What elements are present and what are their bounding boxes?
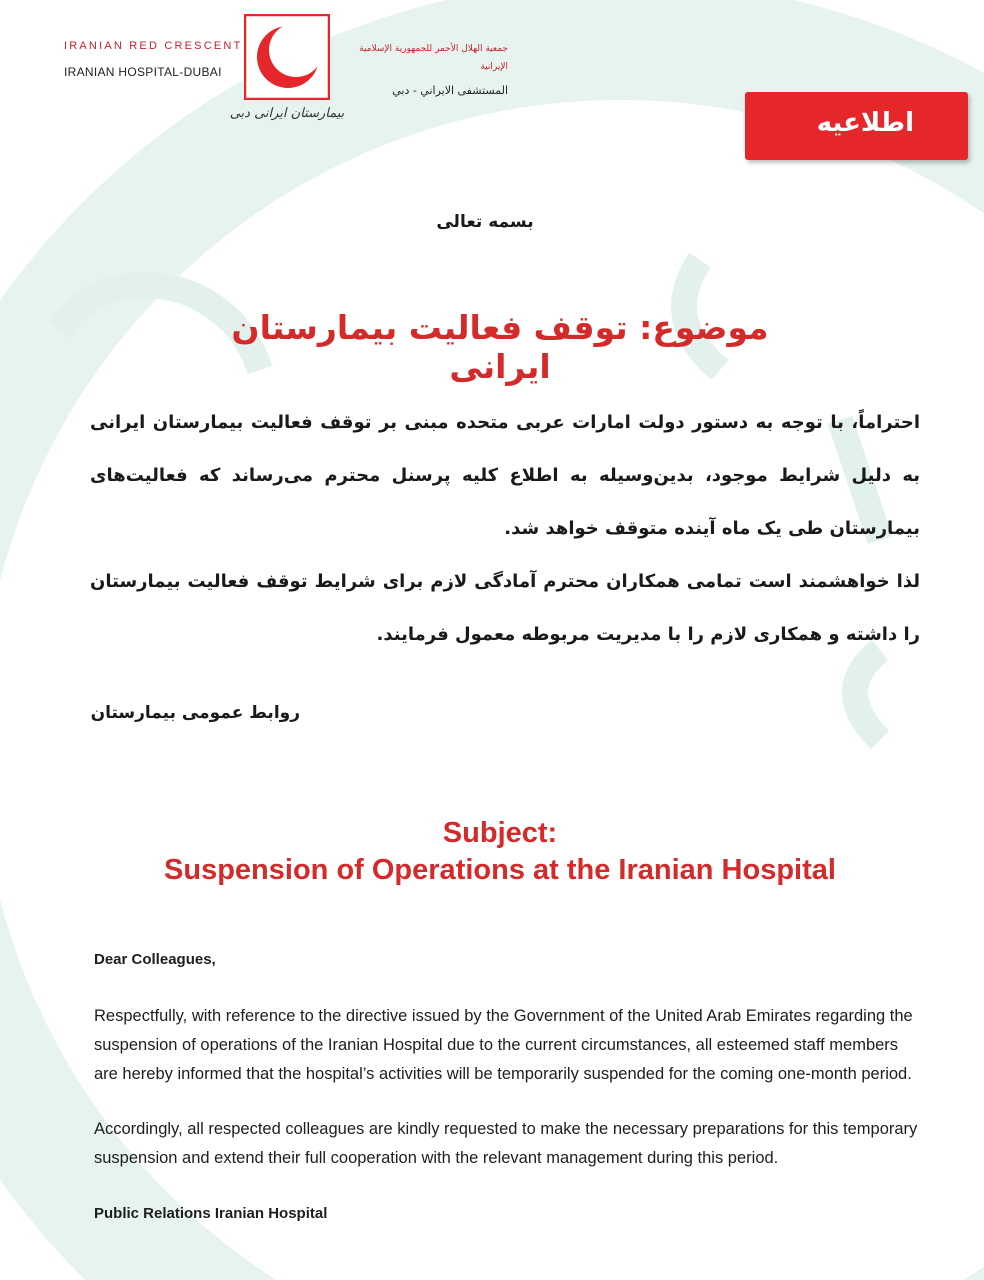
letterhead-arabic-line2: المستشفى الايراني - دبي: [392, 84, 508, 97]
basmala: بسمه تعالی: [436, 212, 534, 232]
english-subject-title: Suspension of Operations at the Iranian Hospital: [164, 854, 836, 886]
letterhead-hospital: IRANIAN HOSPITAL-DUBAI: [64, 65, 222, 79]
letterhead-english: [64, 40, 242, 79]
notice-banner: [745, 92, 968, 160]
english-subject: [80, 815, 920, 889]
notice-label: اطلاعیه: [816, 108, 914, 138]
persian-signature: روابط عمومی بیمارستان: [90, 703, 300, 723]
persian-subject: موضوع: توقف فعالیت بیمارستان ایرانی: [231, 308, 769, 386]
persian-paragraph-2: لذا خواهشمند است تمامی همکاران محترم آمادگی لازم برای شرایط توقف فعالیت بیمارستان را داشته و همکاری لازم را با مدیریت مربوطه معمول فرمایند.: [90, 571, 920, 645]
letterhead-arabic-line1: جمعية الهلال الأحمر للجمهورية الإسلامية الإيرانية: [359, 44, 508, 72]
logo-script-text: بیمارستان ایرانی دبی: [229, 106, 345, 121]
english-paragraph-1: Respectfully, with reference to the directive issued by the Government of the United Arab Emirates regarding the suspension of operations of the Iranian Hospital due to the current circumstances, all esteemed staff members are hereby informed that the hospital’s activities will be temporarily suspended for the coming one-month period.: [94, 1007, 913, 1083]
persian-body: [90, 396, 920, 661]
english-subject-label: Subject:: [442, 817, 558, 849]
english-greeting: Dear Colleagues,: [94, 951, 216, 968]
persian-paragraph-1: احتراماً، با توجه به دستور دولت امارات عربی متحده مبنی بر توقف فعالیت بیمارستان ایرانی به دلیل شرایط موجود، بدین‌وسیله به اطلاع کلیه پرسنل محترم می‌رساند که فعالیت‌های بیمارستان طی یک ماه آینده متوقف خواهد شد.: [90, 412, 920, 539]
red-crescent-emblem-icon: [244, 14, 330, 100]
english-paragraph-2: Accordingly, all respected colleagues are kindly requested to make the necessary preparations for this temporary suspension and extend their full cooperation with the relevant management during this period.: [94, 1120, 918, 1167]
letterhead-red-crescent: IRANIAN RED CRESCENT: [64, 40, 243, 52]
english-signature: Public Relations Iranian Hospital: [94, 1205, 328, 1222]
english-body: [94, 945, 918, 1254]
letterhead-arabic: [338, 40, 508, 100]
